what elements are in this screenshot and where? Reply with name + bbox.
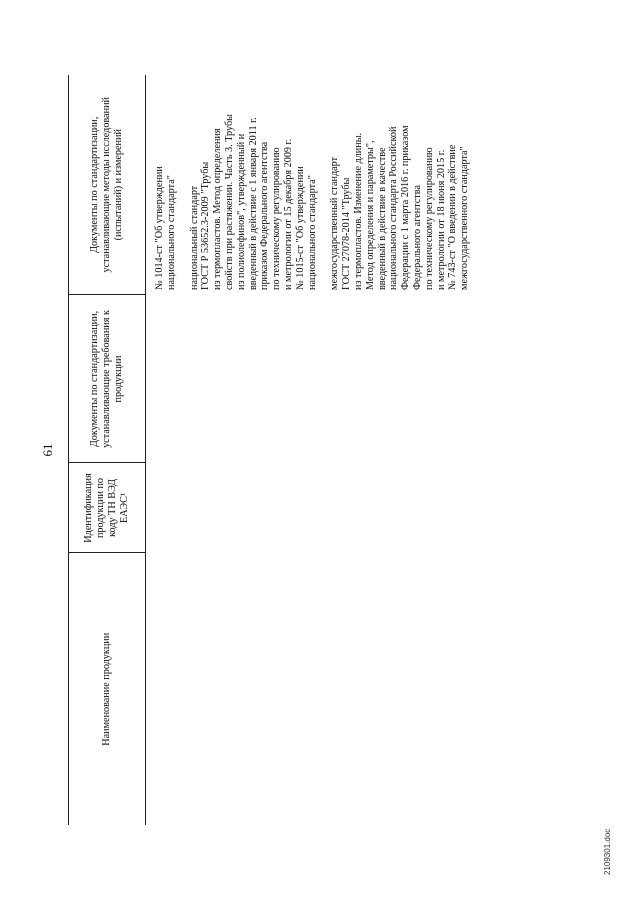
cell-tn-ved-code: [146, 463, 471, 553]
header-tn-ved-code: Идентификация продукции по коду ТН ВЭД ЕАЭС¹: [69, 463, 146, 553]
file-code: 2109301.doc: [603, 828, 612, 875]
cell-method-docs: [146, 75, 471, 295]
cell-requirement-docs: [146, 295, 471, 463]
table-row: [146, 75, 471, 825]
method-doc-entry: национальный стандарт ГОСТ Р 53652.3-2009 "Трубы из термопластов. Метод определения свойств при растяжении. Часть 3. Трубы из полиолефинов", утвержденный и введенный в действие с 1 января 2011 г. приказом Федерального агентства по техническому регулированию и метрологии от 15 декабря 2009 г. № 1015-ст "Об утверждении национального стандарта": [188, 114, 318, 290]
header-method-docs: Документы по стандартизации, устанавливающие методы исследований (испытаний) и измерений: [69, 75, 146, 295]
cell-product-name: [146, 553, 471, 825]
method-doc-entry: межгосударственный стандарт ГОСТ 27078-2014 "Трубы из термопластов. Изменение длины. Метод определения и параметры", введенный в действие в качестве национального стандарта Российской Федерации с 1 марта 2016 г. приказом Федерального агентства по техническому регулированию и метрологии от 18 июня 2015 г. № 743-ст "О введении в действие межгосударственного стандарта": [329, 125, 471, 290]
products-table: [68, 75, 471, 825]
page-number: 61: [40, 443, 55, 457]
header-requirement-docs: Документы по стандартизации, устанавливающие требования к продукции: [69, 295, 146, 463]
header-product-name: Наименование продукции: [69, 553, 146, 825]
method-doc-entry: № 1014-ст "Об утверждении национального стандарта": [154, 166, 177, 290]
table-header-row: [69, 75, 146, 825]
